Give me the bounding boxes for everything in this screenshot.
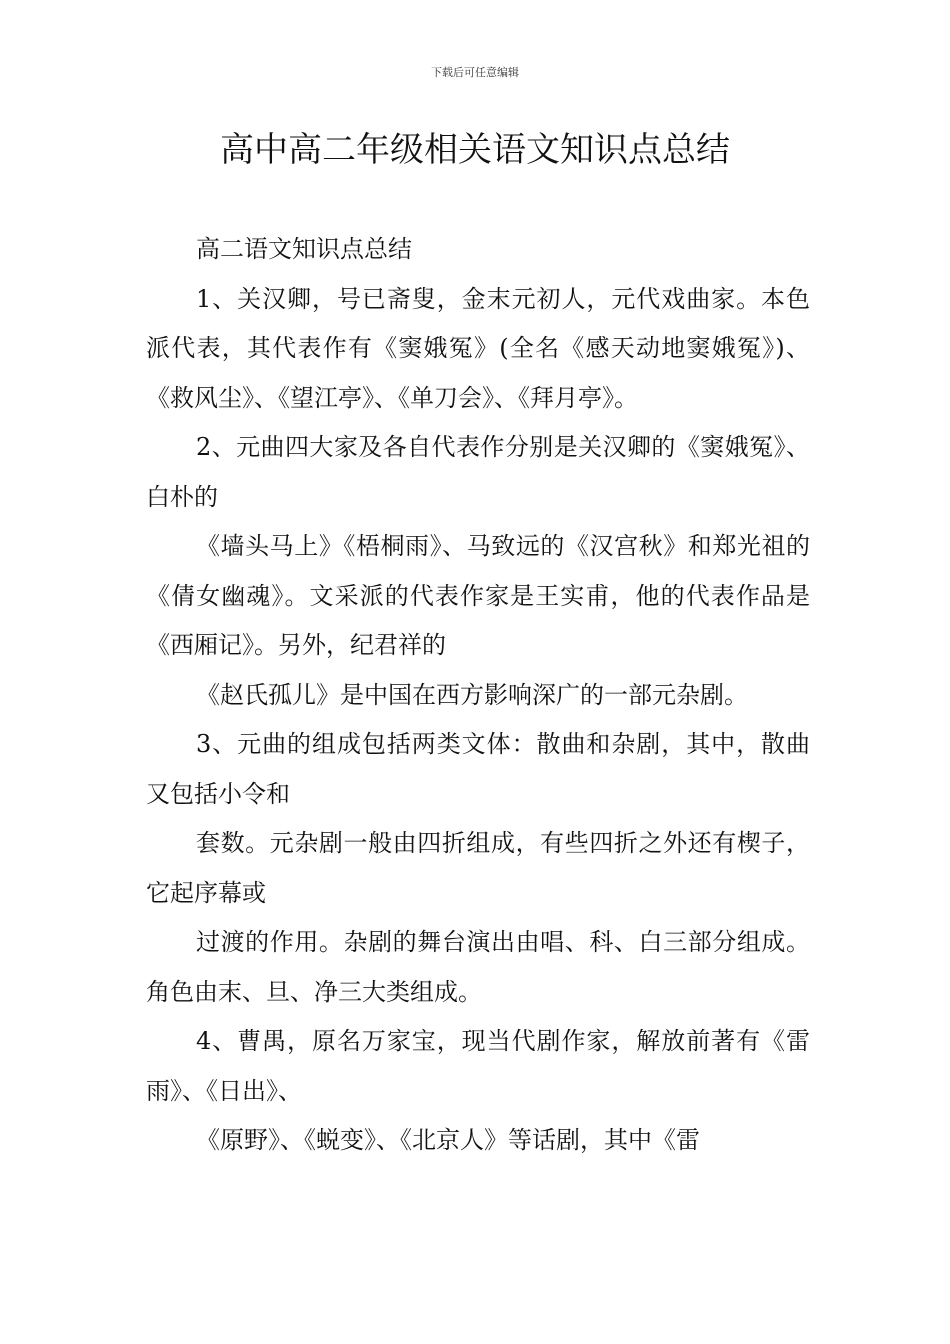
paragraph: 3、元曲的组成包括两类文体：散曲和杂剧，其中，散曲又包括小令和 [146,730,810,808]
document-title: 高中高二年级相关语文知识点总结 [220,130,730,170]
paragraph: 4、曹禺，原名万家宝，现当代剧作家，解放前著有《雷雨》、《日出》、 [146,1027,810,1105]
paragraph: 套数。元杂剧一般由四折组成，有些四折之外还有楔子，它起序幕或 [146,829,810,907]
page-header-note: 下载后可任意编辑 [431,66,519,79]
paragraph: 过渡的作用。杂剧的舞台演出由唱、科、白三部分组成。角色由末、旦、净三大类组成。 [146,928,810,1006]
paragraph: 《原野》、《蜕变》、《北京人》等话剧，其中《雷 [196,1126,700,1154]
paragraph: 2、元曲四大家及各自代表作分别是关汉卿的《窦娥冤》、白朴的 [146,433,810,511]
section-heading: 高二语文知识点总结 [196,235,412,263]
paragraph: 《赵氏孤儿》是中国在西方影响深广的一部元杂剧。 [196,680,748,709]
document-body [146,225,810,1166]
paragraph: 1、关汉卿，号已斋叟，金末元初人，元代戏曲家。本色派代表，其代表作有《窦娥冤》(全名《感天动地窦娥冤》)、《救风尘》、《望江亭》、《单刀会》、《拜月亭》。 [146,284,810,412]
paragraph: 《墙头马上》《梧桐雨》、马致远的《汉宫秋》和郑光祖的《倩女幽魂》。文采派的代表作家是王实甫，他的代表作品是《西厢记》。另外，纪君祥的 [146,532,810,659]
